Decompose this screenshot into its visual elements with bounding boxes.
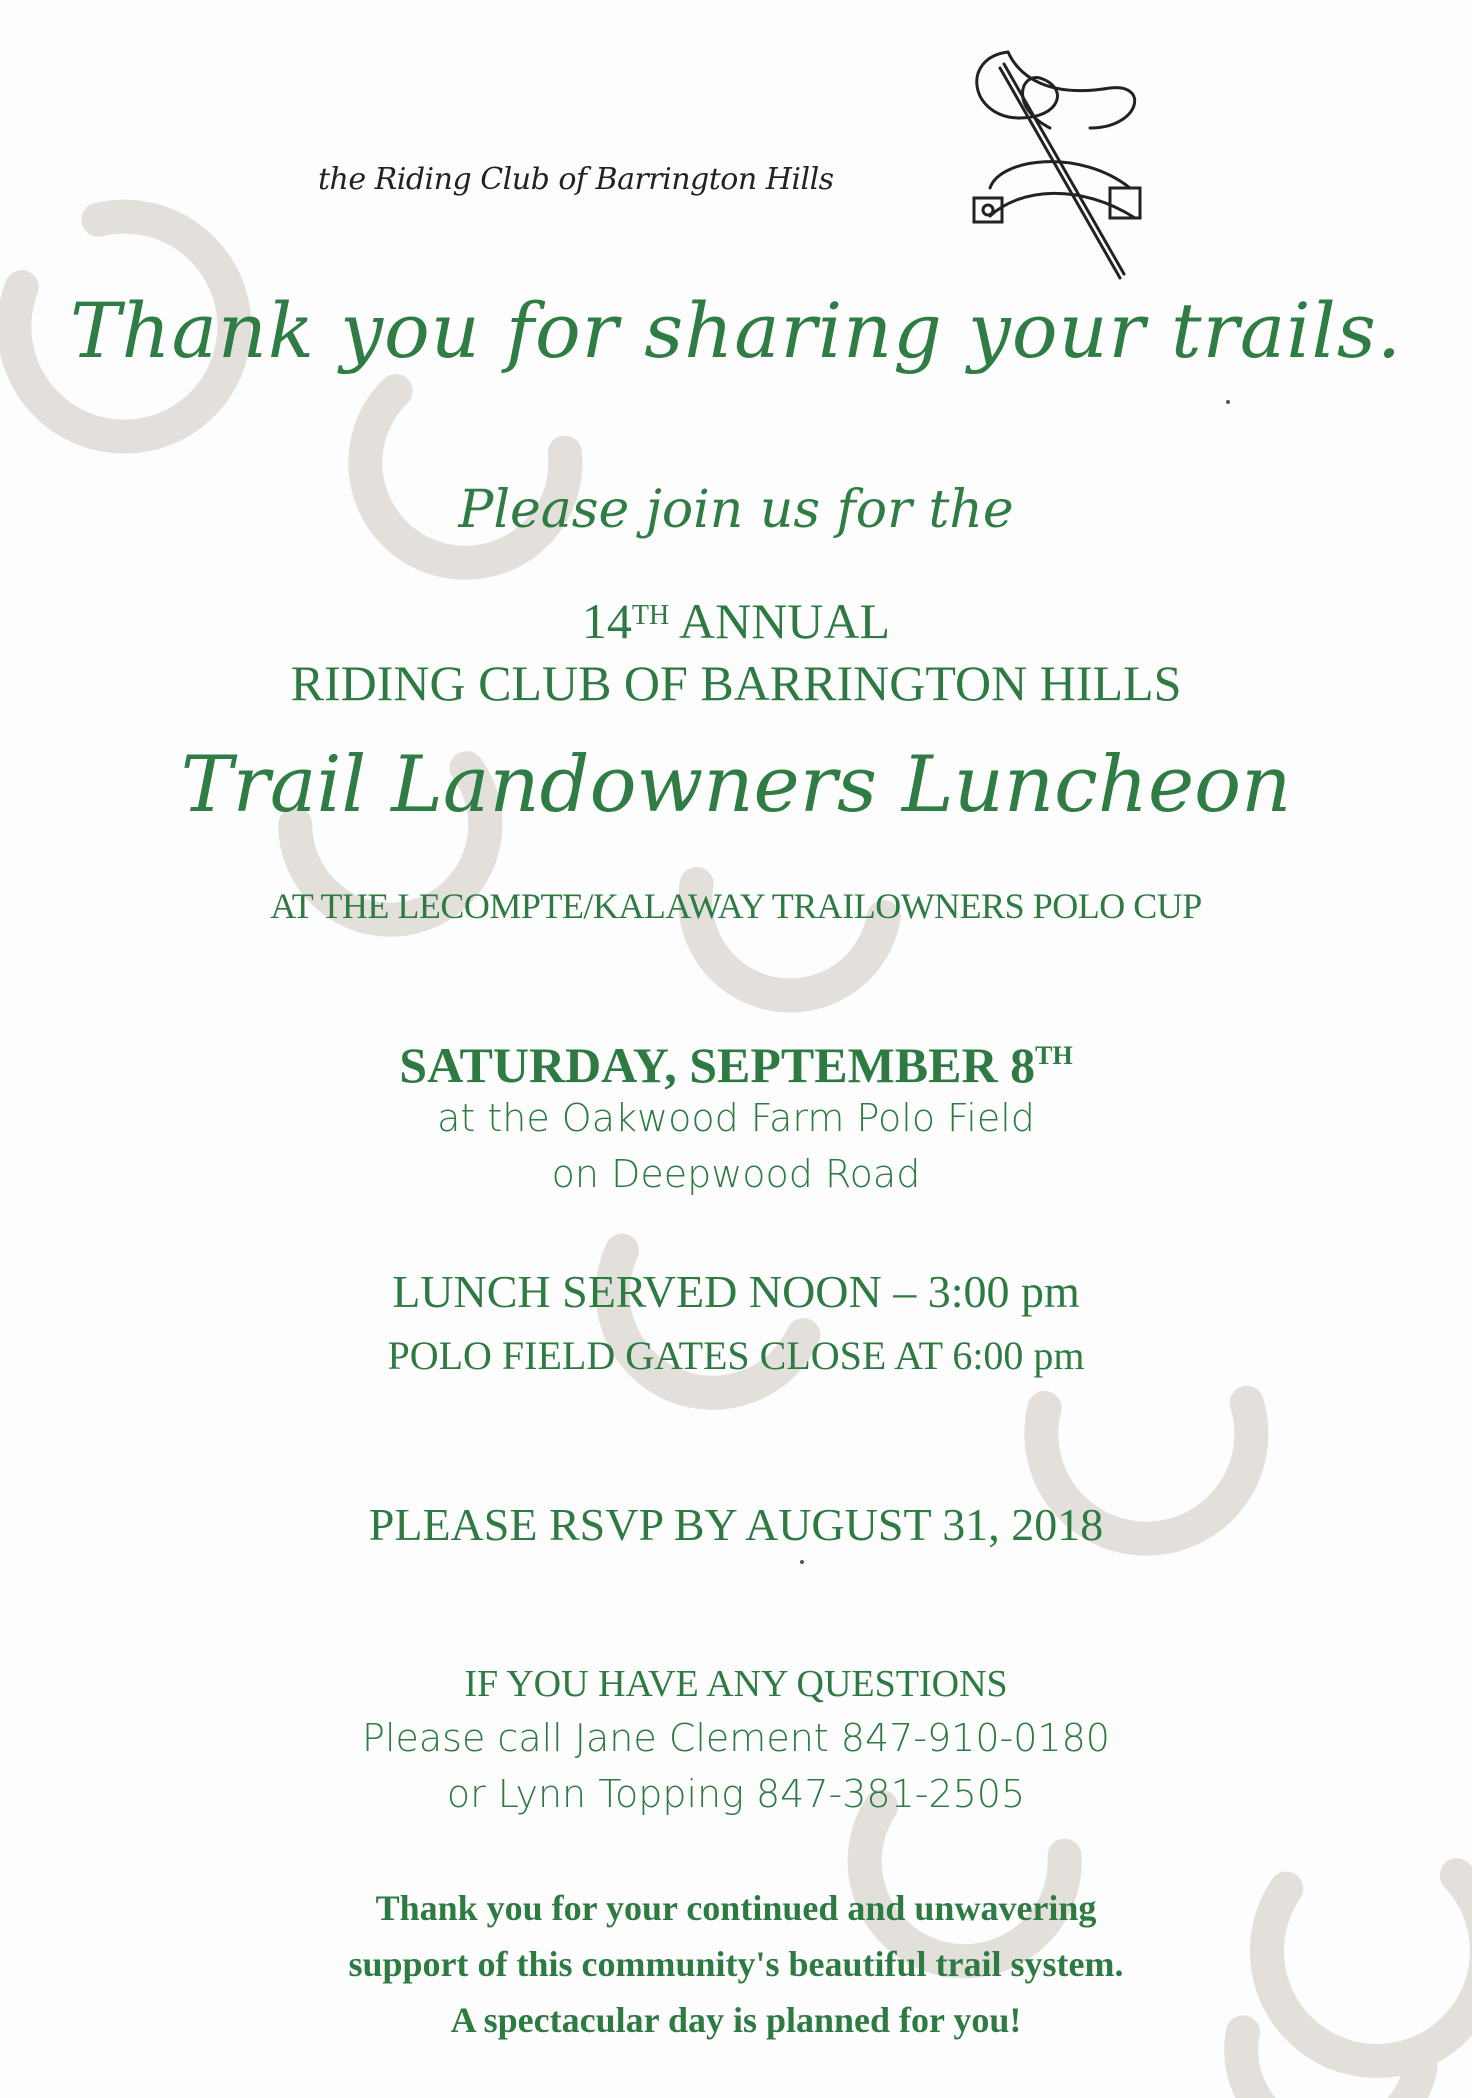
club-logo-text: the Riding Club of Barrington Hills xyxy=(318,162,834,197)
print-speck xyxy=(800,1560,804,1564)
polo-cup-line: AT THE LECOMPTE/KALAWAY TRAILOWNERS POLO CUP xyxy=(270,886,1202,926)
rsvp-deadline: PLEASE RSVP BY AUGUST 31, 2018 xyxy=(368,1499,1104,1550)
questions-heading: IF YOU HAVE ANY QUESTIONS xyxy=(464,1663,1008,1705)
event-date xyxy=(0,1036,1472,1094)
contact-line-1: Please call Jane Clement 847-910-0180 xyxy=(362,1716,1110,1760)
closing-line-1: Thank you for your continued and unwavering xyxy=(375,1888,1097,1928)
join-line: Please join us for the xyxy=(458,480,1014,540)
annual-suffix: TH xyxy=(631,600,670,631)
event-date-main: SATURDAY, SEPTEMBER 8 xyxy=(399,1037,1036,1093)
annual-line xyxy=(0,592,1472,650)
lunch-time: LUNCH SERVED NOON – 3:00 pm xyxy=(392,1266,1080,1317)
closing-line-3: A spectacular day is planned for you! xyxy=(450,2000,1022,2040)
closing-message xyxy=(0,1880,1472,2048)
gates-close-time: POLO FIELD GATES CLOSE AT 6:00 pm xyxy=(387,1333,1085,1378)
closing-line-2: support of this community's beautiful trail system. xyxy=(348,1944,1124,1984)
event-title: Trail Landowners Luncheon xyxy=(180,740,1292,830)
contact-line-2: or Lynn Topping 847-381-2505 xyxy=(446,1772,1026,1816)
annual-word: ANNUAL xyxy=(678,593,891,649)
location-line-1: at the Oakwood Farm Polo Field xyxy=(437,1096,1035,1140)
location-line-2: on Deepwood Road xyxy=(551,1152,921,1196)
annual-number: 14 xyxy=(581,593,632,649)
headline: Thank you for sharing your trails. xyxy=(69,286,1402,375)
print-speck xyxy=(1226,400,1230,404)
event-date-suffix: TH xyxy=(1035,1041,1073,1070)
club-name: RIDING CLUB OF BARRINGTON HILLS xyxy=(290,655,1182,711)
riding-crop-spur-icon xyxy=(960,48,1160,288)
